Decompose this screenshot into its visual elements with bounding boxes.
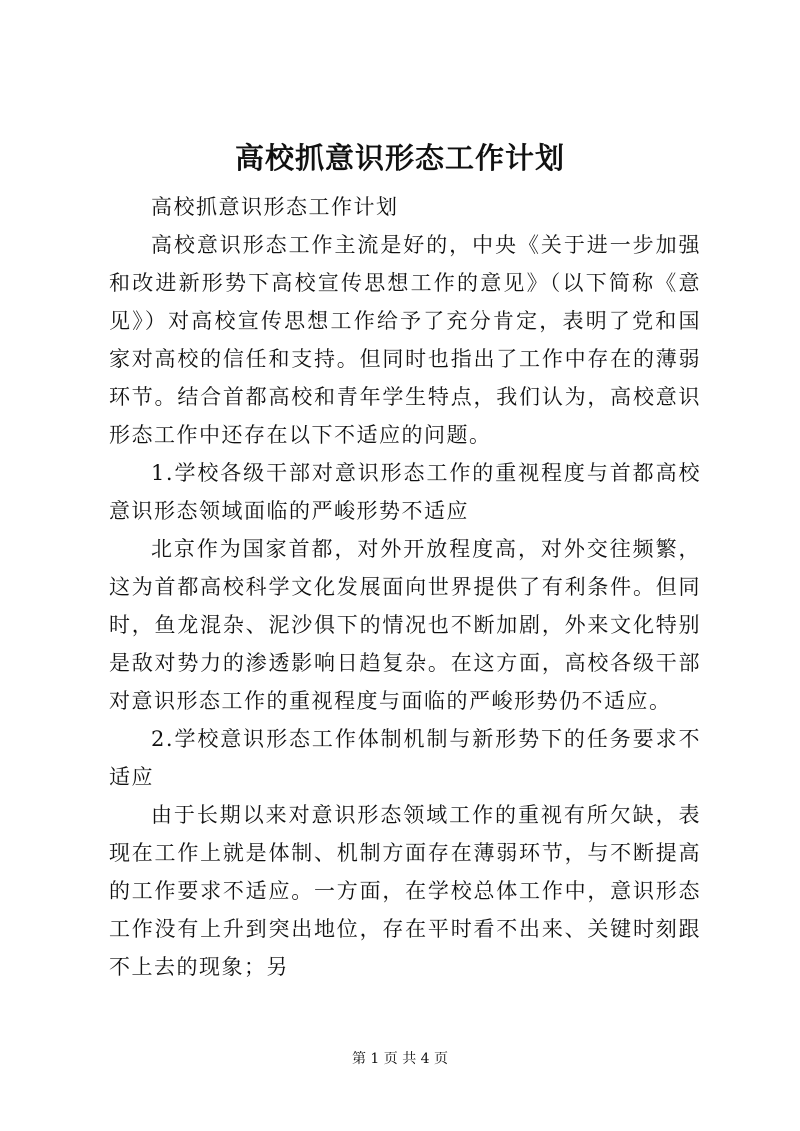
section-heading-1: 1.学校各级干部对意识形态工作的重视程度与首都高校意识形态领域面临的严峻形势不适应 <box>109 461 701 523</box>
page-number-footer: 第 1 页 共 4 页 <box>351 1051 449 1067</box>
paragraph-section-2: 由于长期以来对意识形态领域工作的重视有所欠缺，表现在工作上就是体制、机制方面存在薄弱环节，与不断提高的工作要求不适应。一方面，在学校总体工作中，意识形态工作没有上升到突出地位，存在平时看不出来、关键时刻跟不上去的现象；另 <box>109 803 701 979</box>
document-body <box>109 188 701 986</box>
paragraph-intro: 高校意识形态工作主流是好的，中央《关于进一步加强和改进新形势下高校宣传思想工作的意见》（以下简称《意见》）对高校宣传思想工作给予了充分肯定，表明了党和国家对高校的信任和支持。但同时也指出了工作中存在的薄弱环节。结合首都高校和青年学生特点，我们认为，高校意识形态工作中还存在以下不适应的问题。 <box>109 233 701 447</box>
document-title: 高校抓意识形态工作计划 <box>234 141 565 175</box>
section-heading-2: 2.学校意识形态工作体制机制与新形势下的任务要求不适应 <box>109 727 701 789</box>
paragraph-section-1: 北京作为国家首都，对外开放程度高，对外交往频繁，这为首都高校科学文化发展面向世界提供了有利条件。但同时，鱼龙混杂、泥沙俱下的情况也不断加剧，外来文化特别是敌对势力的渗透影响日趋复杂。在这方面，高校各级干部对意识形态工作的重视程度与面临的严峻形势仍不适应。 <box>109 537 701 713</box>
paragraph-subtitle: 高校抓意识形态工作计划 <box>151 195 399 219</box>
